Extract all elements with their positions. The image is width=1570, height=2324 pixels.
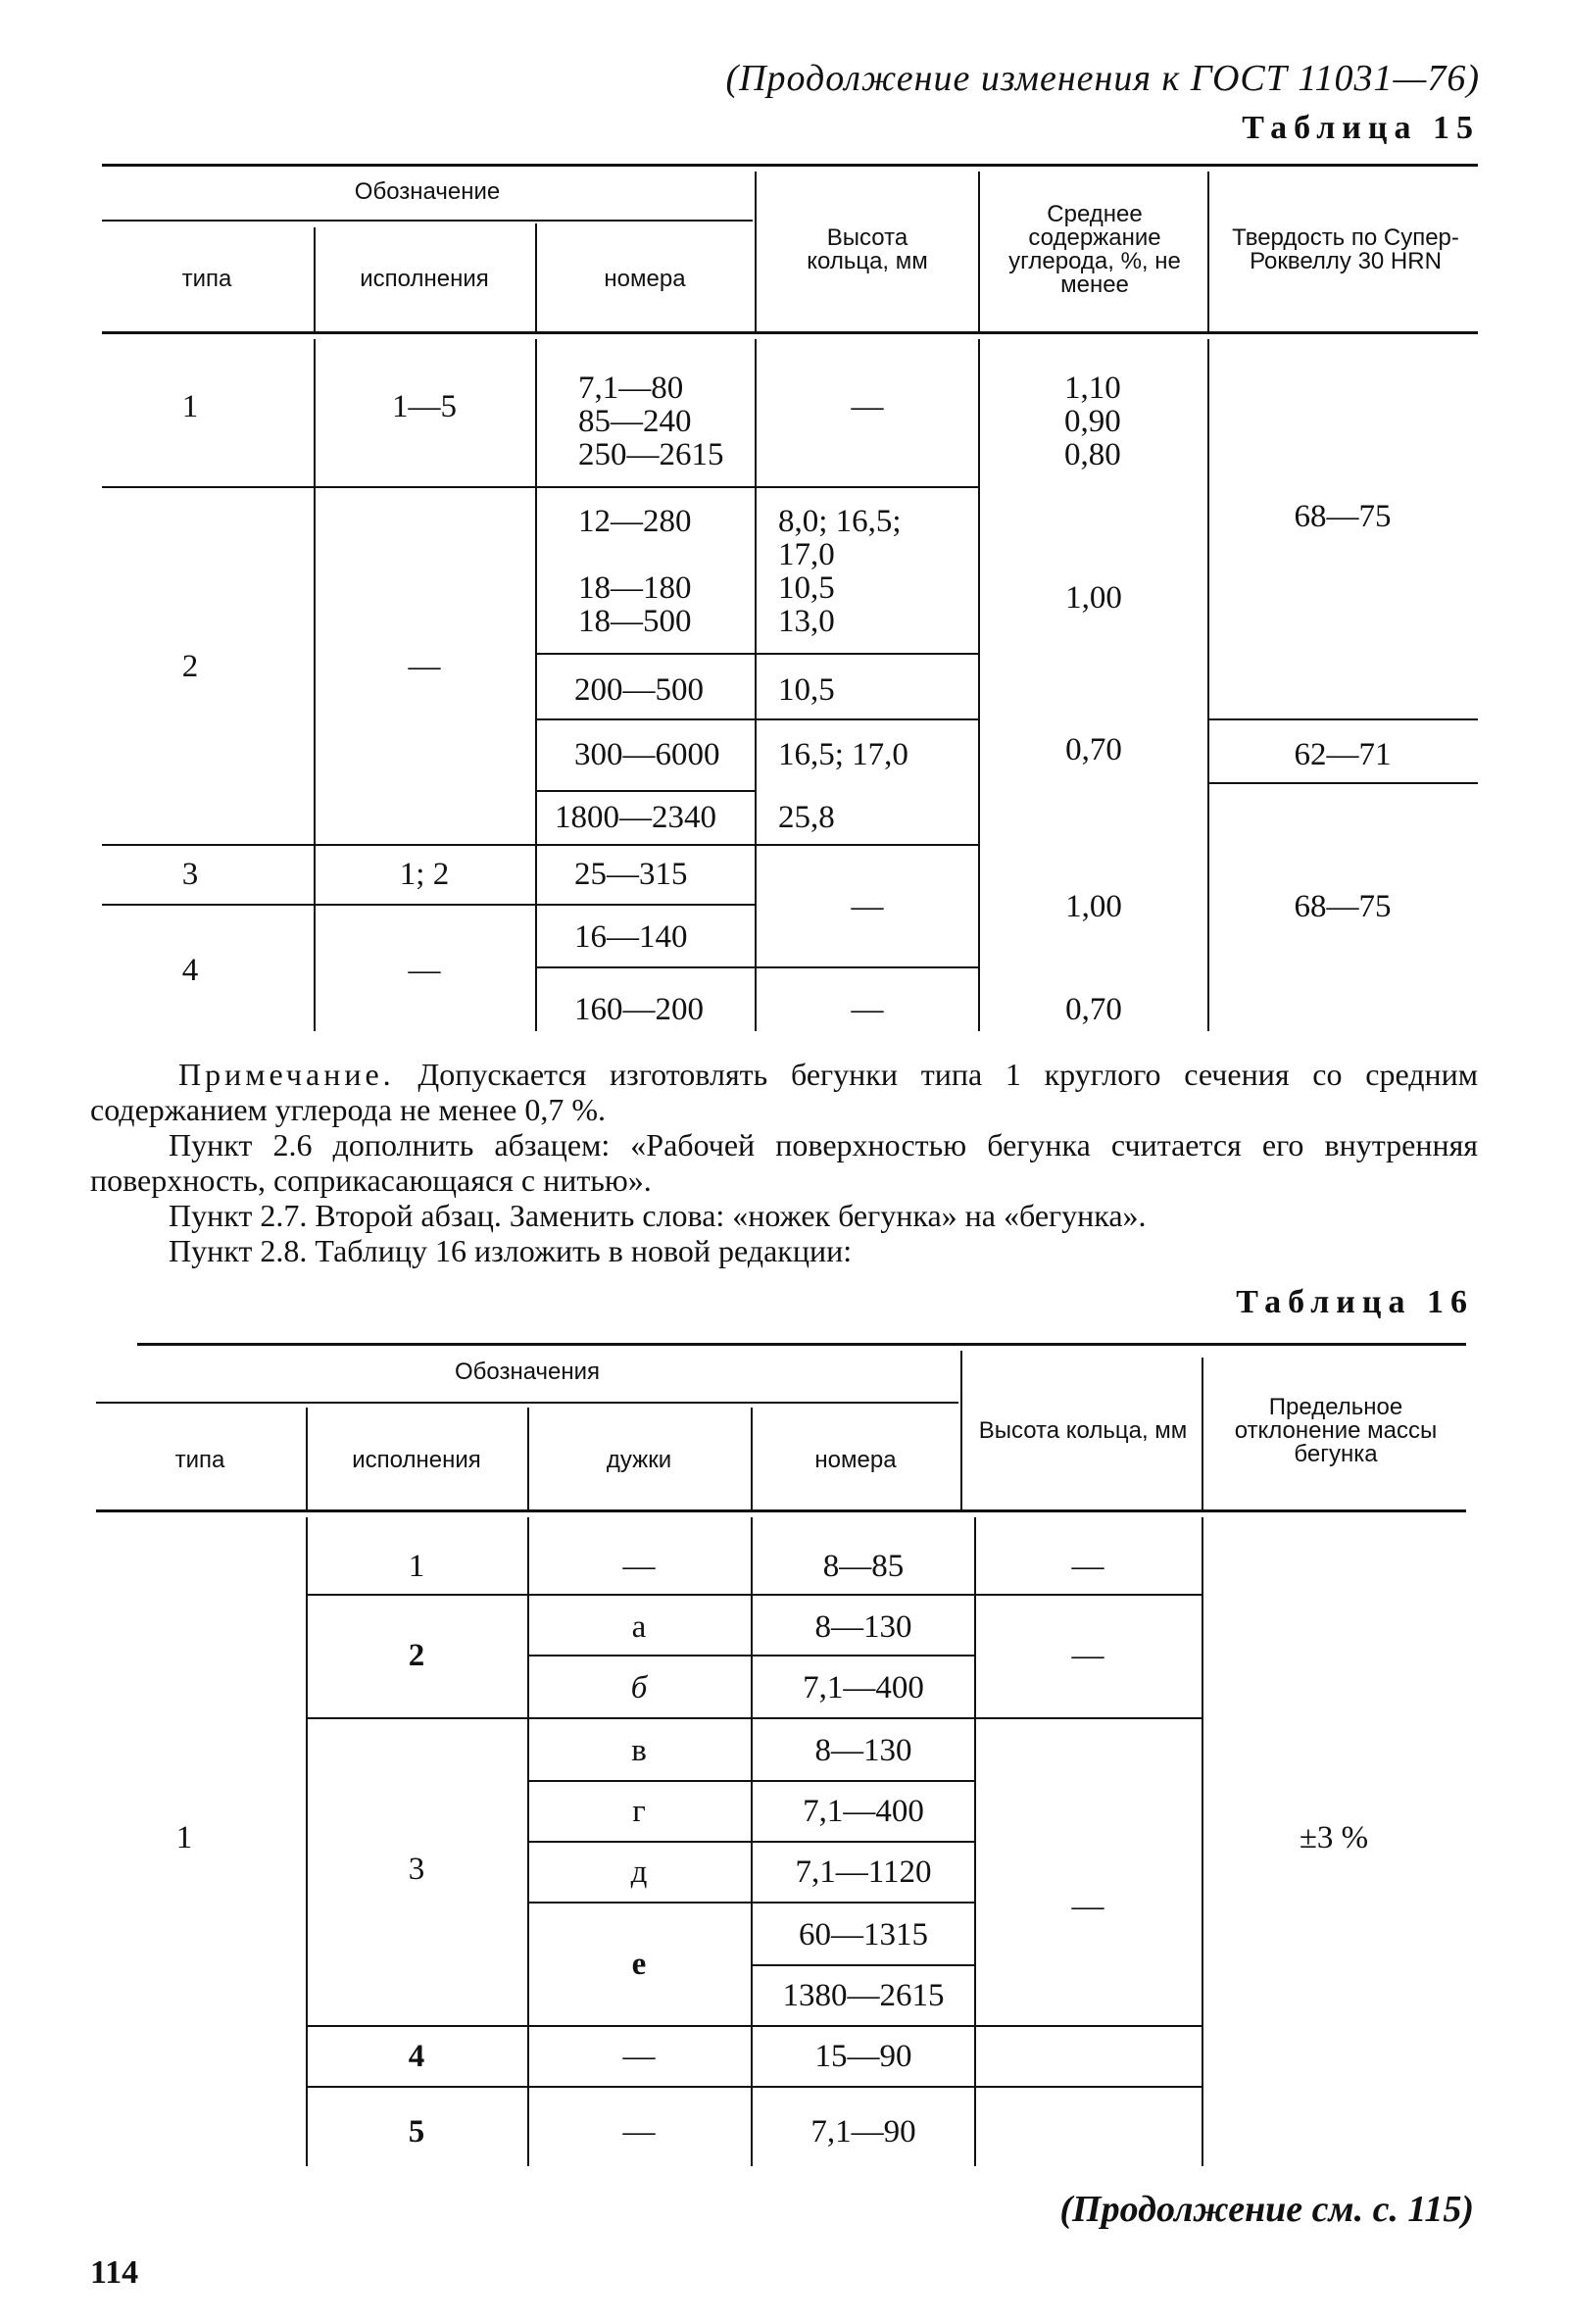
- t16-bow-a: а: [631, 1608, 647, 1645]
- note-label: Примечание.: [178, 1057, 395, 1092]
- t16-exec-3: 3: [408, 1851, 425, 1887]
- t15-number-2d: 1800—2340: [555, 799, 716, 835]
- t16-header-execution: исполнения: [352, 1447, 481, 1473]
- t16-exec-2: 2: [408, 1637, 425, 1673]
- t15-height-1: —: [851, 388, 884, 424]
- t15-exec-3: 1; 2: [399, 856, 450, 892]
- paragraph-2-6: Пункт 2.6 дополнить абзацем: «Рабочей поверхностью бегунка считается его внутренняя поверхность, соприкасающаяся с нитью».: [90, 1127, 1478, 1198]
- page-number: 114: [90, 2254, 139, 2291]
- t16-number-d: 7,1—1120: [795, 1854, 932, 1890]
- t16-number-e1: 60—1315: [799, 1916, 928, 1953]
- t15-header-carbon: Среднее содержание углерода, %, не менее: [1008, 201, 1181, 298]
- t16-bow-4: —: [622, 2038, 656, 2074]
- table15-label: Таблица 15: [1242, 110, 1480, 146]
- paragraph-2-8: Пункт 2.8. Таблицу 16 изложить в новой редакции:: [169, 1233, 853, 1268]
- t15-hardness-mid: 62—71: [1294, 736, 1392, 772]
- t15-number-4b: 160—200: [574, 991, 704, 1027]
- t15-carbon-4b: 0,70: [1065, 991, 1122, 1027]
- t15-hardness-bottom: 68—75: [1294, 888, 1392, 924]
- t15-header-type: типа: [181, 266, 232, 292]
- t15-exec-2: —: [408, 648, 441, 684]
- t15-number-2b: 200—500: [574, 671, 704, 708]
- t15-number-2c: 300—6000: [574, 736, 720, 772]
- t16-bow-g: г: [632, 1793, 646, 1829]
- t16-height-3: —: [1071, 1888, 1104, 1924]
- t15-carbon-34: 1,00: [1065, 888, 1122, 924]
- continuation-header: (Продолжение изменения к ГОСТ 11031—76): [725, 58, 1480, 99]
- t16-exec-5: 5: [408, 2113, 425, 2150]
- t16-header-deviation: Предельное отклонение массы бегунка: [1234, 1394, 1438, 1467]
- t15-number-3: 25—315: [574, 856, 688, 892]
- t15-exec-4: —: [408, 952, 441, 988]
- continuation-footer: (Продолжение см. с. 115): [1059, 2189, 1474, 2230]
- t16-header-type: типа: [174, 1447, 225, 1473]
- t16-bow-v: в: [631, 1732, 647, 1768]
- t16-type-1: 1: [175, 1819, 193, 1855]
- t15-header-height: Высота кольца, мм: [807, 224, 928, 274]
- t16-number-b: 7,1—400: [803, 1669, 924, 1706]
- t16-bow-d: д: [630, 1854, 648, 1890]
- t15-header-hardness: Твердость по Супер-Роквеллу 30 HRN: [1232, 224, 1459, 274]
- t16-number-a: 8—130: [814, 1608, 912, 1645]
- t16-number-g: 7,1—400: [803, 1793, 924, 1829]
- t15-exec-1: 1—5: [392, 388, 457, 424]
- t16-bow-5: —: [622, 2113, 656, 2150]
- t15-carbon-2a: 1,00: [1065, 579, 1122, 616]
- t15-height-2c: 16,5; 17,0: [778, 736, 908, 772]
- t15-hardness-top: 68—75: [1294, 498, 1392, 534]
- t15-type-3: 3: [181, 856, 199, 892]
- t16-number-e2: 1380—2615: [782, 1977, 945, 2013]
- t15-height-2d: 25,8: [778, 799, 835, 835]
- t16-number-v: 8—130: [814, 1732, 912, 1768]
- t16-bow-1: —: [622, 1548, 656, 1584]
- t15-carbon-2c: 0,70: [1065, 731, 1122, 767]
- t15-number-4a: 16—140: [574, 918, 688, 955]
- t15-header-number: номера: [604, 266, 686, 292]
- t16-deviation: ±3 %: [1299, 1819, 1369, 1855]
- paragraph-2-7: Пункт 2.7. Второй абзац. Заменить слова: «ножек бегунка» на «бегунка».: [169, 1198, 1147, 1233]
- t15-heights-2a: 8,0; 16,5; 17,0 10,5 13,0: [778, 504, 902, 639]
- t16-exec-4: 4: [408, 2038, 425, 2074]
- t15-header-designation: Обозначение: [354, 178, 501, 205]
- t16-number-1: 8—85: [822, 1548, 905, 1584]
- t16-header-designation: Обозначения: [454, 1359, 601, 1385]
- note-body: Допускается изготовлять бегунки типа 1 круглого сечения со средним содержанием углерода не менее 0,7 %.: [90, 1057, 1479, 1127]
- t15-type-4: 4: [181, 952, 199, 988]
- t15-height-34: —: [851, 888, 884, 924]
- t15-height-4b: —: [851, 991, 884, 1027]
- t16-header-bow: дужки: [606, 1447, 672, 1473]
- t15-carbon-1: 1,10 0,90 0,80: [1064, 371, 1121, 472]
- t16-height-2: —: [1071, 1637, 1104, 1673]
- t15-type-1: 1: [181, 388, 199, 424]
- t16-height-1: —: [1071, 1548, 1104, 1584]
- t15-height-2b: 10,5: [778, 671, 835, 708]
- t15-type-2: 2: [181, 648, 199, 684]
- t15-header-execution: исполнения: [360, 266, 489, 292]
- t16-exec-1: 1: [408, 1548, 425, 1584]
- t15-numbers-1: 7,1—80 85—240 250—2615: [578, 371, 724, 472]
- table16-label: Таблица 16: [1236, 1284, 1474, 1320]
- t16-header-height: Высота кольца, мм: [978, 1417, 1188, 1444]
- t16-bow-b: б: [630, 1669, 648, 1706]
- t16-bow-e: е: [631, 1946, 647, 1982]
- t15-numbers-2a: 12—280 18—180 18—500: [578, 504, 692, 639]
- t16-number-5: 7,1—90: [810, 2113, 916, 2150]
- t16-header-number: номера: [814, 1447, 897, 1473]
- t16-number-4: 15—90: [814, 2038, 912, 2074]
